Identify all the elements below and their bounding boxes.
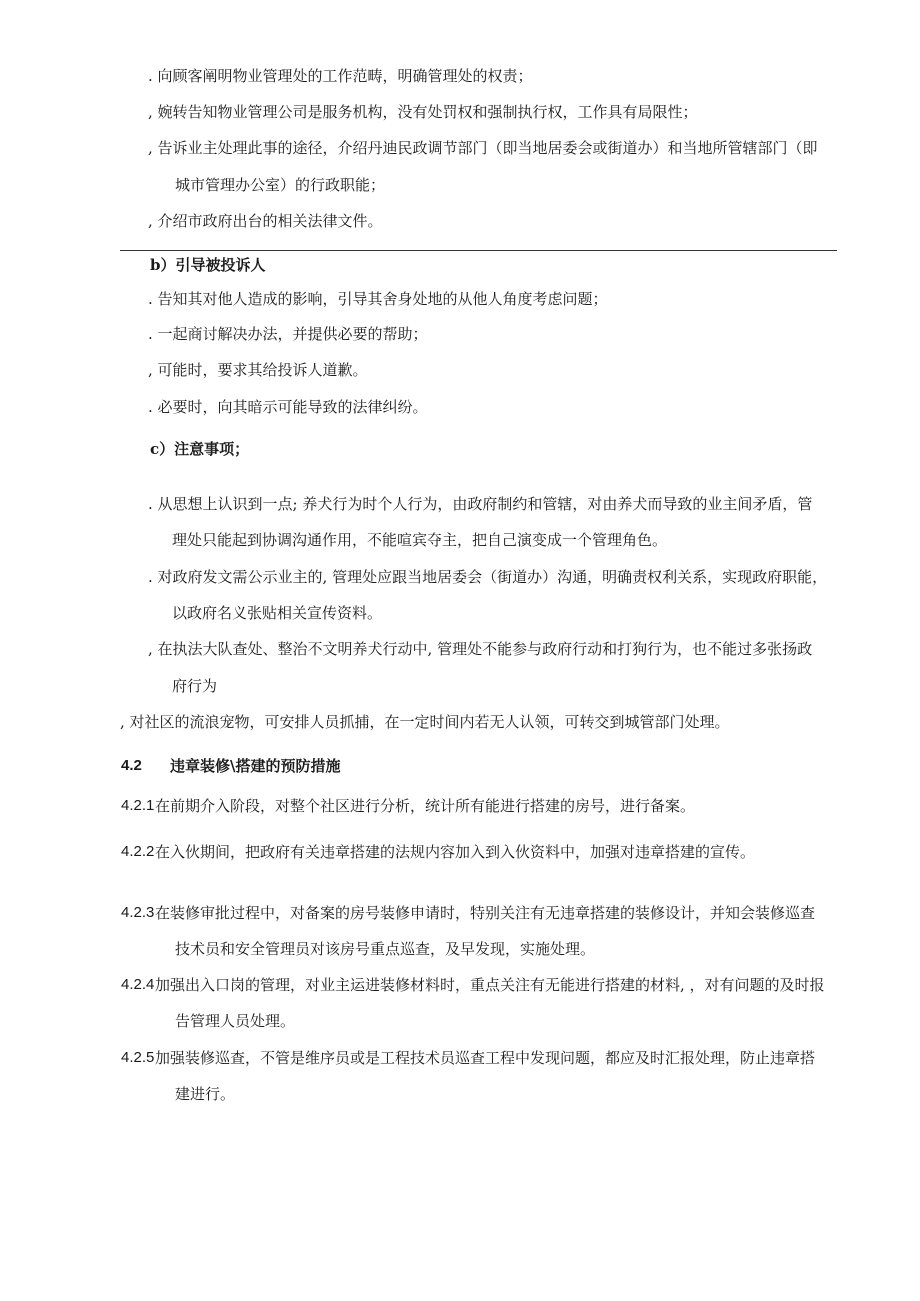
- clause-number: 4.2.5: [121, 1049, 155, 1066]
- clause-number: 4.2.2: [121, 843, 155, 860]
- clause-text-continuation: 建进行。: [175, 1085, 236, 1103]
- clause-number: 4.2.3: [121, 904, 155, 921]
- clause-text: 在装修审批过程中，对备案的房号装修申请时，特别关注有无违章搭建的装修设计，并知会装修巡查: [155, 904, 816, 922]
- section-b-item: . 一起商讨解决办法，并提供必要的帮助；: [148, 325, 428, 343]
- section-c-item-continuation: 理处只能起到协调沟通作用，不能喧宾夺主，把自己演变成一个管理角色。: [172, 531, 668, 549]
- horizontal-divider: [120, 250, 837, 251]
- section-c-heading: c）注意事项；: [150, 440, 250, 458]
- section-b-item: , 可能时，要求其给投诉人道歉。: [148, 361, 368, 379]
- clause-text: 加强出入口岗的管理，对业主运进装修材料时，重点关注有无能进行搭建的材料, ，对有问题的及时报: [155, 976, 825, 994]
- clause-text-continuation: 技术员和安全管理员对该房号重点巡查，及早发现，实施处理。: [175, 940, 596, 958]
- section-a-item: . 向顾客阐明物业管理处的工作范畴，明确管理处的权责；: [148, 67, 533, 85]
- section-c-item-continuation: 以政府名义张贴相关宣传资料。: [172, 604, 383, 622]
- clause-text-continuation: 告管理人员处理。: [175, 1012, 296, 1030]
- section-b-heading: b）引导被投诉人: [150, 256, 266, 274]
- section-a-item: , 告诉业主处理此事的途径，介绍丹迪民政调节部门（即当地居委会或街道办）和当地所管辖部门（即: [148, 139, 818, 157]
- clause-text: 在入伙期间，把政府有关违章搭建的法规内容加入到入伙资料中，加强对违章搭建的宣传。: [155, 843, 756, 861]
- section-b-item: . 告知其对他人造成的影响，引导其舍身处地的从他人角度考虑问题；: [148, 290, 608, 308]
- section-b-item: . 必要时，向其暗示可能导致的法律纠纷。: [148, 398, 428, 416]
- section-title: 违章装修\搭建的预防措施: [170, 757, 341, 775]
- clause-number: 4.2.1: [121, 797, 155, 814]
- section-c-item: , 在执法大队查处、整治不文明养犬行动中, 管理处不能参与政府行动和打狗行为，也不能过多张扬政: [148, 640, 813, 658]
- section-c-item-continuation: 府行为: [172, 677, 218, 695]
- section-a-item: , 婉转告知物业管理公司是服务机构，没有处罚权和强制执行权，工作具有局限性；: [148, 103, 698, 121]
- section-c-item: . 从思想上认识到一点; 养犬行为时个人行为，由政府制约和管辖，对由养犬而导致的业主间矛盾，管: [148, 495, 813, 513]
- section-a-item: , 介绍市政府出台的相关法律文件。: [148, 212, 383, 230]
- section-c-item: , 对社区的流浪宠物，可安排人员抓捕，在一定时间内若无人认领，可转交到城管部门处理。: [120, 713, 730, 731]
- section-number: 4.2: [121, 757, 142, 774]
- section-a-item-continuation: 城市管理办公室）的行政职能；: [175, 176, 386, 194]
- clause-text: 加强装修巡查，不管是维序员或是工程技术员巡查工程中发现问题，都应及时汇报处理，防止违章搭: [155, 1049, 816, 1067]
- section-c-item: . 对政府发文需公示业主的, 管理处应跟当地居委会（街道办）沟通，明确责权利关系，实现政府职能，: [148, 568, 828, 586]
- clause-text: 在前期介入阶段，对整个社区进行分析，统计所有能进行搭建的房号，进行备案。: [155, 797, 696, 815]
- clause-number: 4.2.4: [121, 976, 155, 993]
